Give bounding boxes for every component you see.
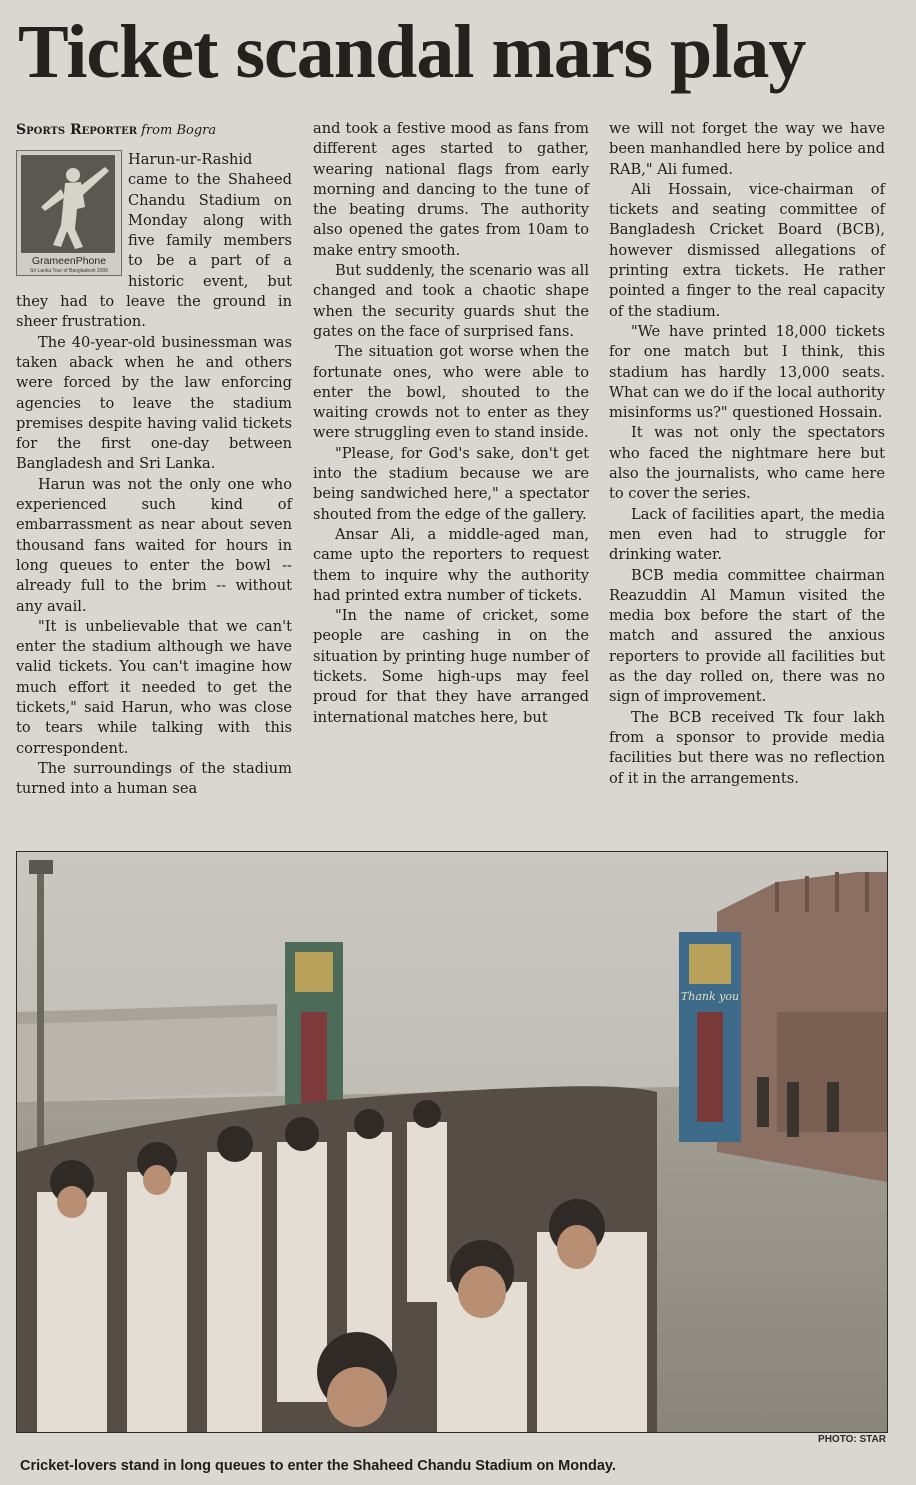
photo-caption: Cricket-lovers stand in long queues to enter the Shaheed Chandu Stadium on Monday.: [20, 1458, 616, 1474]
byline-from: from Bogra: [141, 123, 217, 138]
photo-illustration: [17, 852, 887, 1432]
photo-credit: PHOTO: STAR: [818, 1434, 886, 1445]
sponsor-logo-text: GrameenPhone: [31, 255, 107, 267]
paragraph: "It is unbelievable that we can't enter the stadium although we have valid tickets. You can't imagine how much effort it needed to get the tickets," said Harun, who was close to tears while talking with this correspondent.: [16, 617, 292, 757]
paragraph: The situation got worse when the fortunate ones, who were able to enter the bowl, shouted to the waiting crowds not to enter as they were struggling even to stand inside.: [313, 343, 589, 442]
paragraph: "Please, for God's sake, don't get into the stadium because we are being sandwiched here," a spectator shouted from the edge of the gallery.: [313, 444, 589, 523]
paragraph: The BCB received Tk four lakh from a sponsor to provide media facilities but there was no reflection of it in the arrangements.: [609, 708, 885, 787]
paragraph: "In the name of cricket, some people are cashing in on the situation by printing huge number of tickets. Some high-ups may feel proud for that they have arranged international matches here, but: [313, 607, 589, 726]
paragraph: The surroundings of the stadium turned into a human sea: [16, 759, 292, 798]
article-column-2: [313, 119, 589, 728]
byline-author: Sports Reporter: [16, 122, 138, 138]
paragraph: Harun was not the only one who experienced such kind of embarrassment as near about seven thousand fans waited for hours in long queues to enter the bowl -- already full to the brim -- without any avail.: [16, 475, 292, 615]
headline: Ticket scandal mars play: [18, 10, 806, 94]
article-column-3: [609, 119, 885, 789]
banner-thank-you: Thank you: [680, 990, 740, 1003]
paragraph: we will not forget the way we have been manhandled here by police and RAB," Ali fumed.: [609, 120, 885, 178]
sponsor-small-text: Sri Lanka Tour of Bangladesh 2006: [29, 268, 109, 274]
sponsor-logo-box: [16, 150, 122, 276]
article-column-1: [16, 119, 292, 800]
paragraph: Harun-ur-Rashid came to the Shaheed Chandu Stadium on Monday along with five family members to be a part of a historic event, but they had to leave the ground in sheer frustration.: [16, 151, 292, 331]
paragraph: Ali Hossain, vice-chairman of tickets and seating committee of Bangladesh Cricket Board (BCB), however dismissed allegations of printing extra tickets. He rather pointed a finger to the real capacity of the stadium.: [609, 180, 885, 320]
paragraph: It was not only the spectators who faced the nightmare here but also the journalists, who came here to cover the series.: [609, 424, 885, 503]
paragraph: The 40-year-old businessman was taken aback when he and others were forced by the law enforcing agencies to leave the stadium premises despite having valid tickets for the first one-day between Bangladesh and Sri Lanka.: [16, 333, 292, 473]
crowd-queue-photo: [16, 851, 888, 1433]
paragraph: But suddenly, the scenario was all changed and took a chaotic shape when the security guards shut the gates on the face of surprised fans.: [313, 262, 589, 340]
cricketer-silhouette-icon: [21, 155, 115, 253]
paragraph: BCB media committee chairman Reazuddin Al Mamun visited the media box before the start of the match and assured the anxious reporters to provide all facilities but as the day rolled on, there was no sign of improvement.: [609, 566, 885, 706]
paragraph: "We have printed 18,000 tickets for one match but I think, this stadium has hardly 13,000 seats. What can we do if the local authority misinforms us?" questioned Hossain.: [609, 322, 885, 422]
paragraph: Ansar Ali, a middle-aged man, came upto the reporters to request them to inquire why the authority had printed extra number of tickets.: [313, 525, 589, 604]
paragraph: and took a festive mood as fans from different ages started to gather, wearing national flags from early morning and dancing to the tune of the beating drums. The authority also opened the gates from 10am to make entry smooth.: [313, 120, 589, 259]
byline: [16, 119, 292, 142]
paragraph: Lack of facilities apart, the media men even had to struggle for drinking water.: [609, 505, 885, 564]
